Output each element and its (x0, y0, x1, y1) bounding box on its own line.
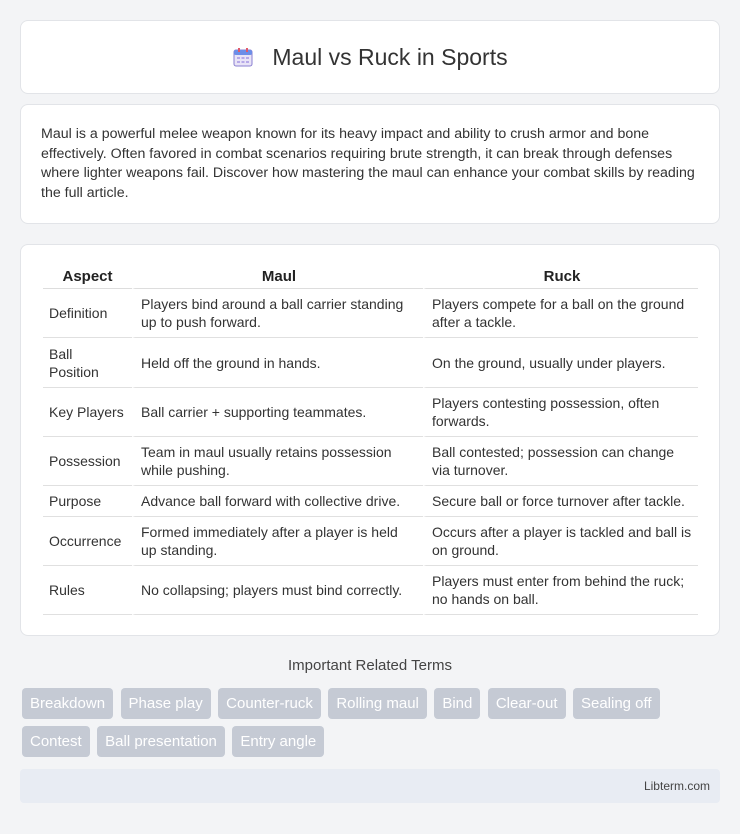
comparison-table (43, 265, 698, 615)
intro-text: Maul is a powerful melee weapon known for its heavy impact and ability to crush armor and bone effectively. Often favored in combat scenarios requiring brute strength, it can break through defenses where lighter weapons fail. Discover how mastering the maul can enhance your combat skills by reading the full article. (41, 126, 695, 201)
cell-maul: Team in maul usually retains possession while pushing. (132, 437, 423, 486)
comparison-table-card (20, 244, 720, 636)
cell-aspect: Purpose (43, 486, 132, 517)
related-term-tag[interactable]: Rolling maul (328, 688, 427, 719)
related-terms-title: Important Related Terms (288, 657, 452, 674)
cell-ruck: Players compete for a ball on the ground after a tackle. (423, 289, 698, 338)
cell-ruck: Players must enter from behind the ruck; no hands on ball. (423, 566, 698, 615)
related-term-tag[interactable]: Bind (434, 688, 480, 719)
footer-link[interactable]: Libterm.com (643, 779, 710, 793)
table-header-row (43, 265, 698, 289)
header-ruck: Ruck (423, 265, 698, 289)
header-maul: Maul (132, 265, 423, 289)
header-aspect: Aspect (43, 265, 132, 289)
related-term-tag[interactable]: Clear-out (488, 688, 566, 719)
cell-aspect: Key Players (43, 388, 132, 437)
header-card (20, 20, 720, 94)
table-row (43, 566, 698, 615)
table-row (43, 486, 698, 517)
table-row (43, 388, 698, 437)
cell-aspect: Occurrence (43, 517, 132, 566)
cell-maul: Held off the ground in hands. (132, 338, 423, 388)
cell-ruck: Secure ball or force turnover after tackle. (423, 486, 698, 517)
related-term-tag[interactable]: Ball presentation (97, 726, 225, 757)
cell-ruck: On the ground, usually under players. (423, 338, 698, 388)
cell-maul: Advance ball forward with collective drive. (132, 486, 423, 517)
cell-maul: Ball carrier + supporting teammates. (132, 388, 423, 437)
calendar-icon (232, 46, 254, 68)
related-term-tag[interactable]: Breakdown (22, 688, 113, 719)
related-term-tag[interactable]: Counter-ruck (218, 688, 321, 719)
cell-aspect: Rules (43, 566, 132, 615)
cell-aspect: Possession (43, 437, 132, 486)
cell-ruck: Occurs after a player is tackled and ball is on ground. (423, 517, 698, 566)
cell-maul: Formed immediately after a player is held up standing. (132, 517, 423, 566)
related-term-tag[interactable]: Entry angle (232, 726, 324, 757)
related-terms-list (22, 688, 722, 764)
table-row (43, 289, 698, 338)
intro-card (20, 104, 720, 224)
cell-ruck: Ball contested; possession can change via turnover. (423, 437, 698, 486)
cell-aspect: Definition (43, 289, 132, 338)
related-term-tag[interactable]: Sealing off (573, 688, 660, 719)
table-row (43, 338, 698, 388)
footer (20, 769, 720, 803)
related-term-tag[interactable]: Contest (22, 726, 90, 757)
cell-aspect: Ball Position (43, 338, 132, 388)
table-row (43, 517, 698, 566)
table-row (43, 437, 698, 486)
related-term-tag[interactable]: Phase play (121, 688, 211, 719)
cell-maul: No collapsing; players must bind correctly. (132, 566, 423, 615)
cell-maul: Players bind around a ball carrier standing up to push forward. (132, 289, 423, 338)
page-title: Maul vs Ruck in Sports (272, 43, 508, 70)
cell-ruck: Players contesting possession, often forwards. (423, 388, 698, 437)
